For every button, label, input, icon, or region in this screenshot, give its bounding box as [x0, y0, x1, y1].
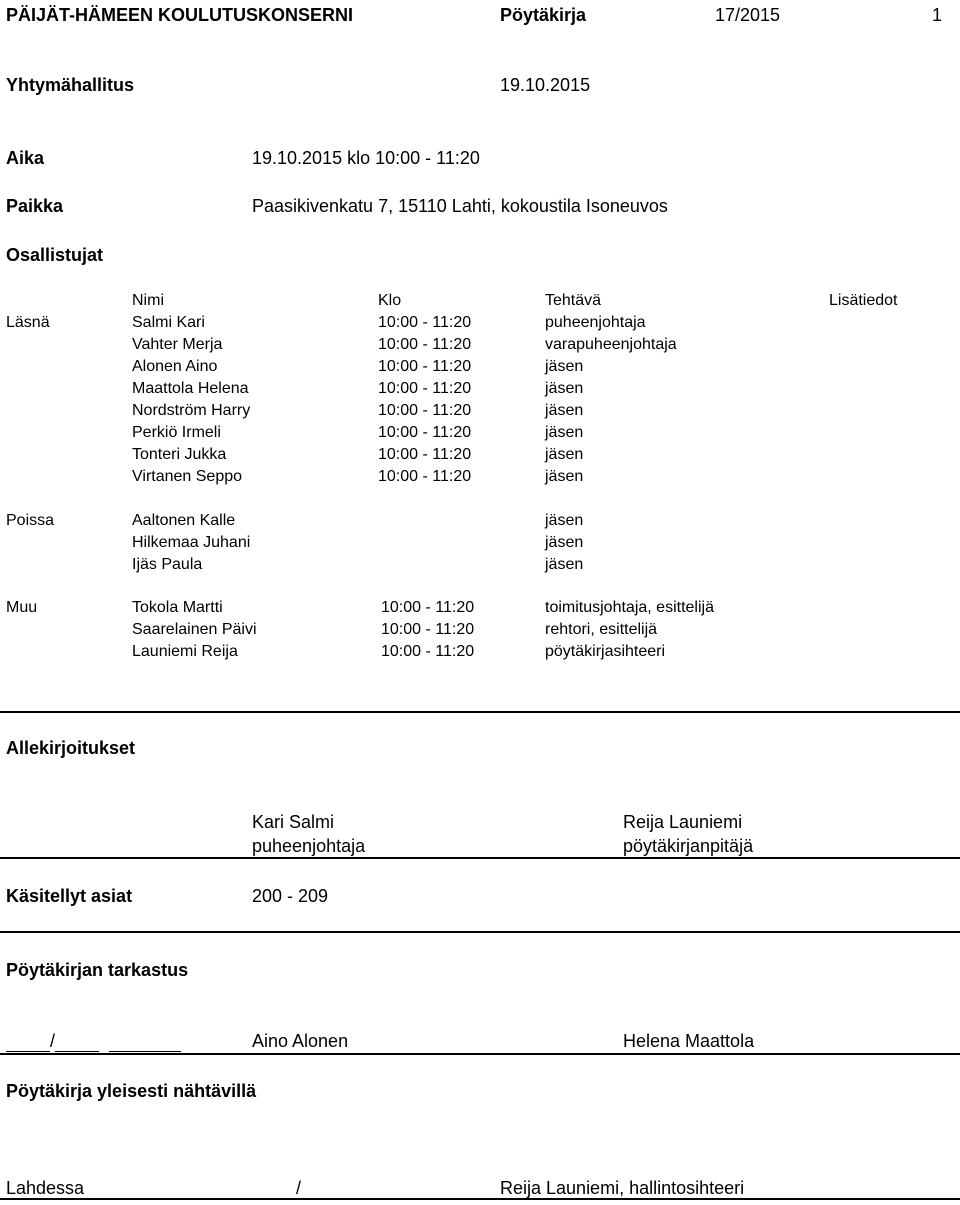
participant-role: varapuheenjohtaja: [545, 336, 677, 353]
participant-time: 10:00 - 11:20: [378, 358, 472, 375]
participant-role: jäsen: [545, 402, 584, 419]
column-name-header: Nimi: [132, 292, 164, 309]
public-place: Lahdessa: [6, 1178, 85, 1198]
column-extra-header: Lisätiedot: [829, 292, 898, 309]
participant-name: Vahter Merja: [132, 336, 223, 353]
participant-role: jäsen: [545, 446, 584, 463]
participant-role: puheenjohtaja: [545, 314, 646, 331]
participant-name: Maattola Helena: [132, 380, 249, 397]
group-label-other: Muu: [6, 599, 38, 616]
participant-role: jäsen: [545, 556, 584, 573]
participants-label: Osallistujat: [6, 245, 104, 265]
participant-role: jäsen: [545, 358, 584, 375]
review-date-line: [6, 1031, 181, 1052]
participant-name: Alonen Aino: [132, 358, 218, 375]
reviewer-1: Aino Alonen: [252, 1031, 349, 1051]
participant-time: 10:00 - 11:20: [381, 643, 475, 660]
meeting-date: 19.10.2015: [500, 75, 591, 95]
participant-time: 10:00 - 11:20: [378, 380, 472, 397]
participant-time: 10:00 - 11:20: [378, 314, 472, 331]
participant-name: Saarelainen Päivi: [132, 621, 257, 638]
signature-secretary-name: Reija Launiemi: [623, 812, 743, 832]
review-month-blank[interactable]: [55, 1033, 99, 1052]
review-heading: Pöytäkirjan tarkastus: [6, 960, 189, 980]
divider: [0, 1053, 960, 1055]
participant-name: Tonteri Jukka: [132, 446, 227, 463]
column-role-header: Tehtävä: [545, 292, 602, 309]
column-time-header: Klo: [378, 292, 402, 309]
participant-role: jäsen: [545, 380, 584, 397]
participant-role: rehtori, esittelijä: [545, 621, 658, 638]
reviewer-2: Helena Maattola: [623, 1031, 755, 1051]
organization-name: PÄIJÄT-HÄMEEN KOULUTUSKONSERNI: [6, 5, 354, 25]
participant-role: jäsen: [545, 512, 584, 529]
time-value: 19.10.2015 klo 10:00 - 11:20: [252, 148, 480, 168]
signature-secretary-title: pöytäkirjanpitäjä: [623, 836, 754, 856]
public-heading: Pöytäkirja yleisesti nähtävillä: [6, 1081, 257, 1101]
place-value: Paasikivenkatu 7, 15110 Lahti, kokoustila Isoneuvos: [252, 196, 668, 216]
participant-time: 10:00 - 11:20: [378, 402, 472, 419]
public-month-blank[interactable]: [301, 1180, 347, 1199]
participant-time: 10:00 - 11:20: [378, 336, 472, 353]
participant-time: 10:00 - 11:20: [378, 468, 472, 485]
public-day-blank[interactable]: [250, 1180, 296, 1199]
handled-value: 200 - 209: [252, 886, 329, 906]
review-separator: /: [50, 1031, 56, 1051]
participant-role: jäsen: [545, 468, 584, 485]
participant-name: Tokola Martti: [132, 599, 223, 616]
participant-time: 10:00 - 11:20: [381, 599, 475, 616]
participant-name: Ijäs Paula: [132, 556, 203, 573]
divider: [0, 711, 960, 713]
review-day-blank[interactable]: [6, 1033, 50, 1052]
participant-name: Hilkemaa Juhani: [132, 534, 251, 551]
participant-name: Aaltonen Kalle: [132, 512, 236, 529]
divider: [0, 857, 960, 859]
group-label-present: Läsnä: [6, 314, 50, 331]
participant-role: pöytäkirjasihteeri: [545, 643, 666, 660]
document-type: Pöytäkirja: [500, 5, 587, 25]
document-number: 17/2015: [715, 5, 781, 25]
signature-chair-name: Kari Salmi: [252, 812, 335, 832]
signatures-heading: Allekirjoitukset: [6, 738, 136, 758]
public-year-blank[interactable]: [357, 1180, 427, 1199]
participant-name: Virtanen Seppo: [132, 468, 243, 485]
public-date-line: [250, 1178, 427, 1199]
participant-name: Perkiö Irmeli: [132, 424, 221, 441]
participant-time: 10:00 - 11:20: [381, 621, 475, 638]
participant-name: Salmi Kari: [132, 314, 205, 331]
public-separator: /: [296, 1178, 302, 1198]
divider: [0, 931, 960, 933]
governing-body: Yhtymähallitus: [6, 75, 135, 95]
participant-time: 10:00 - 11:20: [378, 446, 472, 463]
time-label: Aika: [6, 148, 45, 168]
participant-time: 10:00 - 11:20: [378, 424, 472, 441]
participant-role: jäsen: [545, 534, 584, 551]
handled-label: Käsitellyt asiat: [6, 886, 133, 906]
page-number: 1: [932, 5, 943, 25]
review-year-blank[interactable]: [109, 1033, 181, 1052]
public-signer: Reija Launiemi, hallintosihteeri: [500, 1178, 745, 1198]
participant-name: Nordström Harry: [132, 402, 251, 419]
participant-role: toimitusjohtaja, esittelijä: [545, 599, 714, 616]
group-label-absent: Poissa: [6, 512, 55, 529]
signature-chair-title: puheenjohtaja: [252, 836, 366, 856]
participant-role: jäsen: [545, 424, 584, 441]
divider: [0, 1198, 960, 1200]
participant-name: Launiemi Reija: [132, 643, 238, 660]
place-label: Paikka: [6, 196, 64, 216]
